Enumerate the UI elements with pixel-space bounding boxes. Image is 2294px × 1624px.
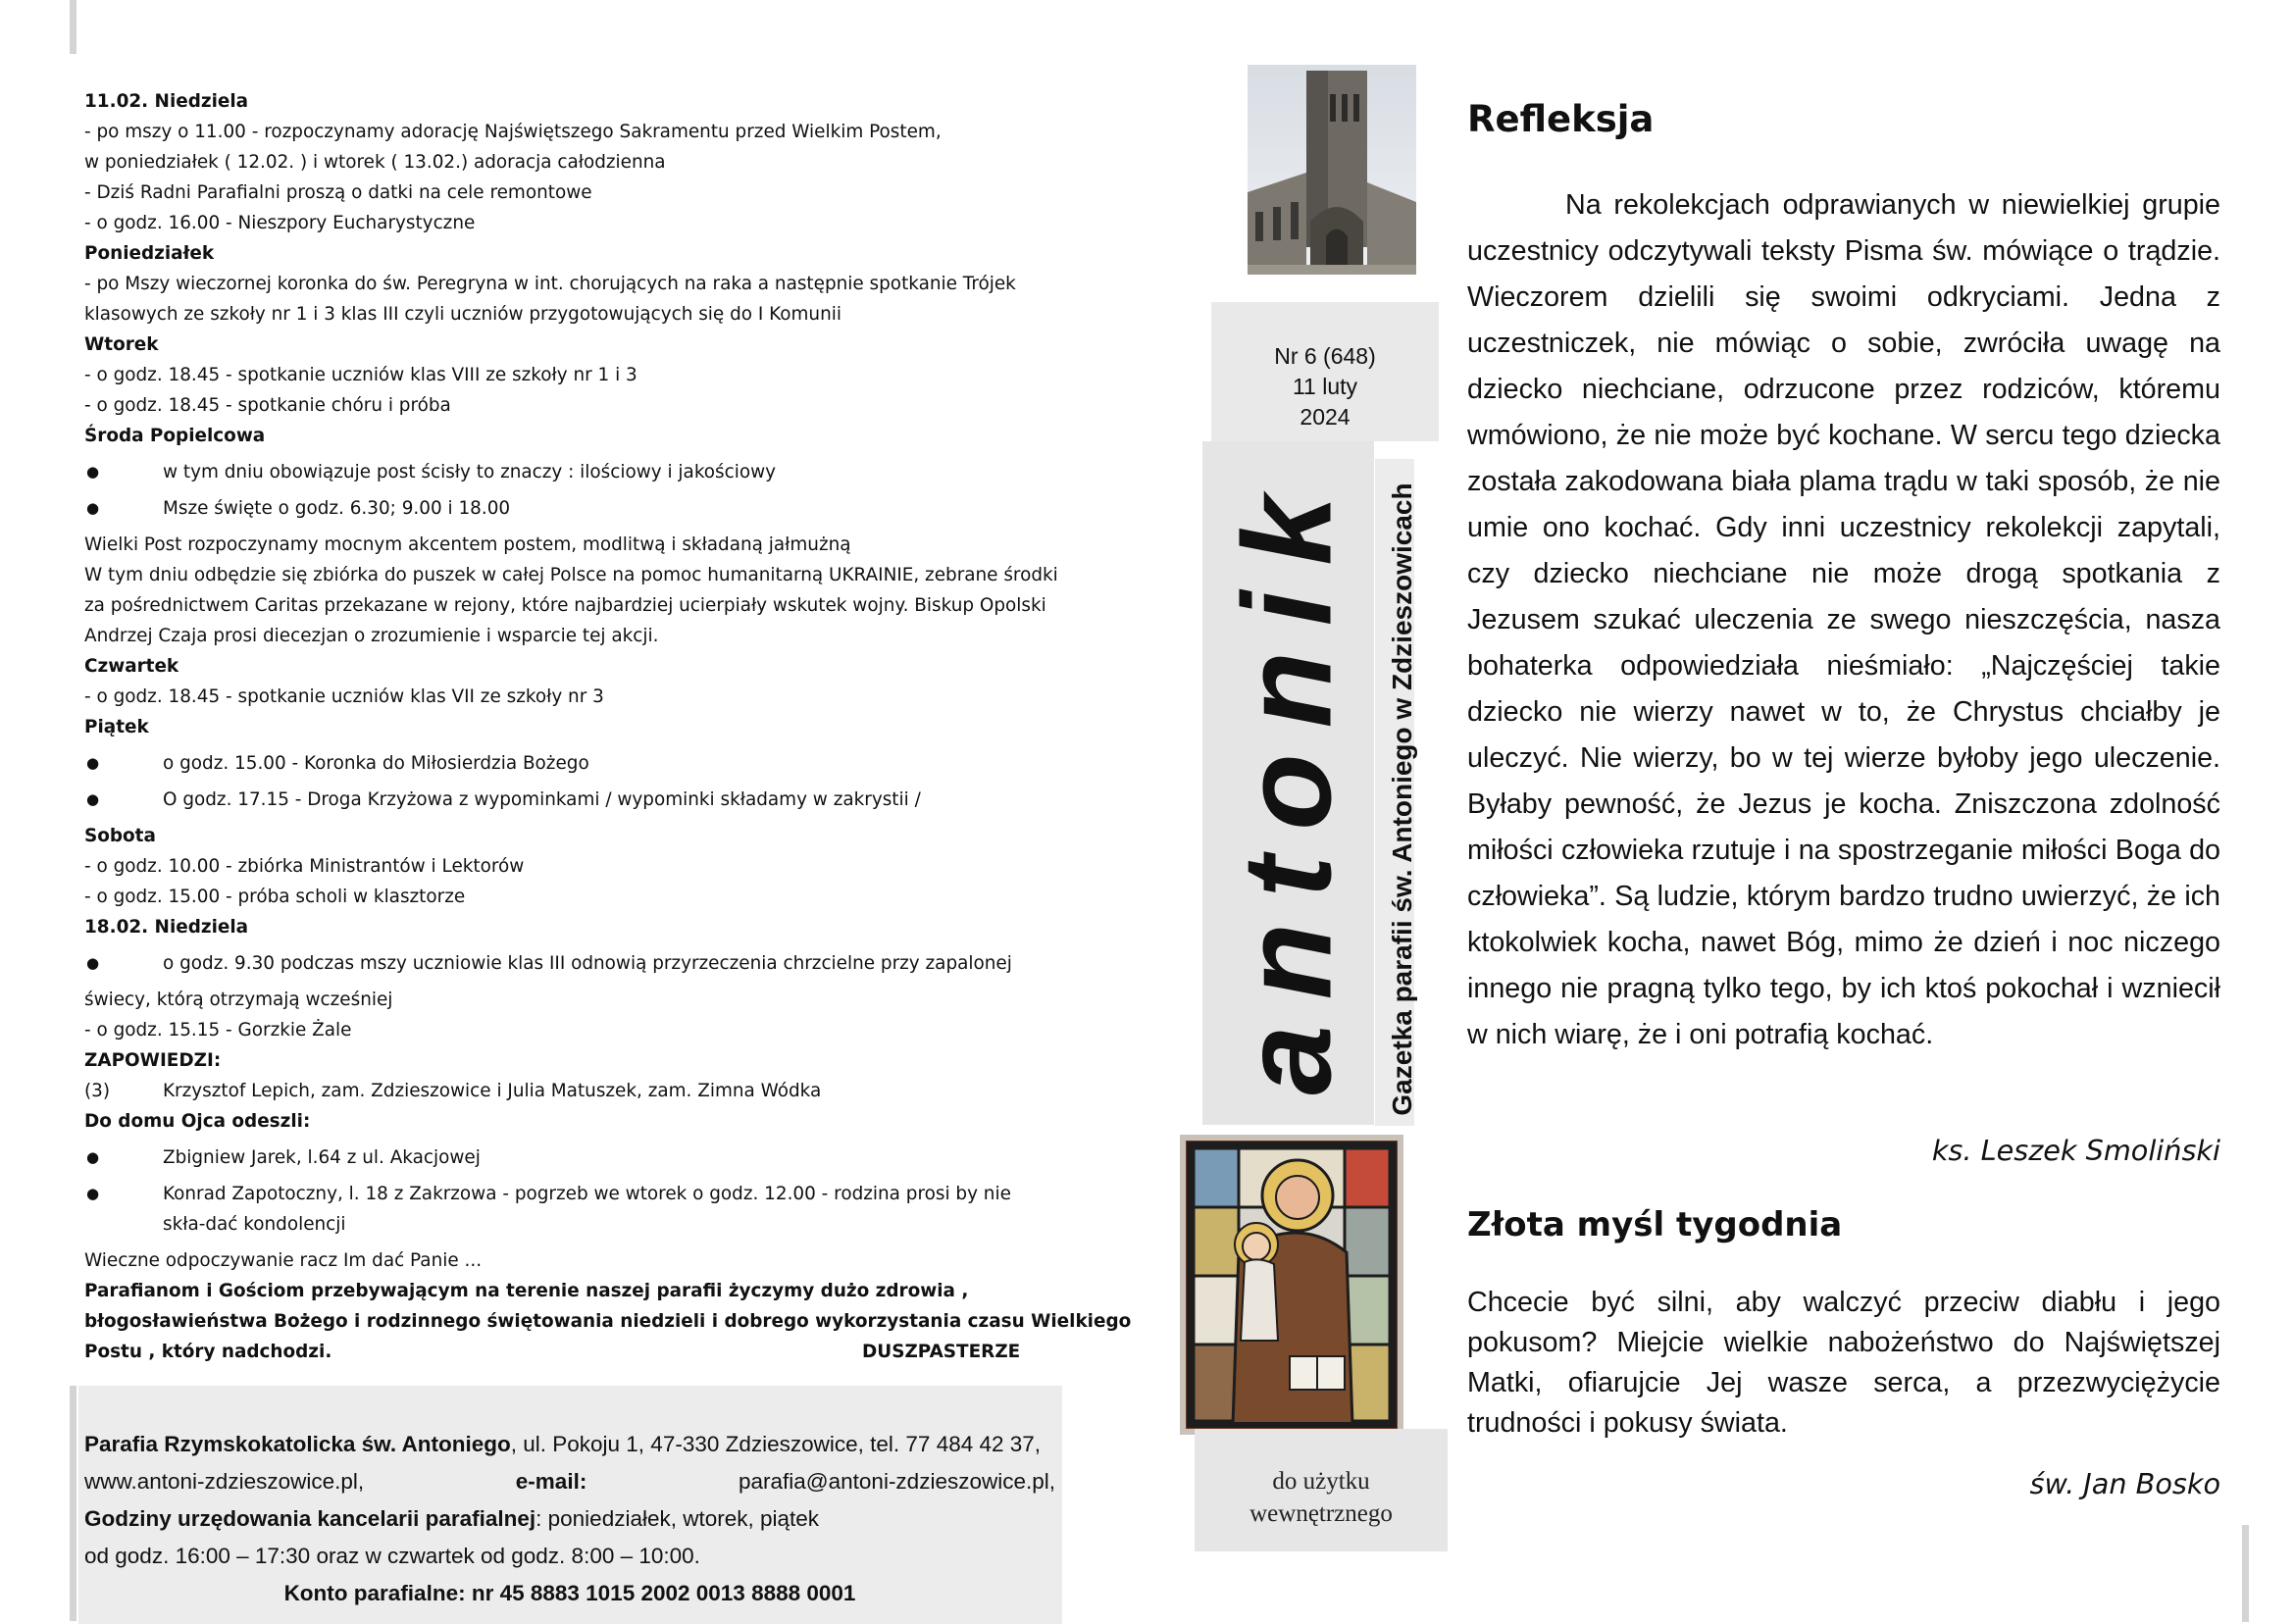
day-heading: Sobota — [84, 826, 156, 846]
day-heading: Do domu Ojca odeszli: — [84, 1111, 311, 1132]
day-heading: 18.02. Niedziela — [84, 917, 249, 938]
bullet-item: ● Konrad Zapotoczny, l. 18 z Zakrzowa - pogrzeb we wtorek o godz. 12.00 - rodzina prosi by nie skła-dać kondolencji — [84, 1179, 1055, 1240]
office-hours-days: : poniedziałek, wtorek, piątek — [535, 1506, 820, 1531]
reflection-title: Refleksja — [1467, 98, 1655, 140]
bullet-item: ● w tym dniu obowiązuje post ścisły to znaczy : ilościowy i jakościowy — [84, 457, 1055, 487]
announcement-line: w poniedziałek ( 12.02. ) i wtorek ( 13.02.) adoracja całodzienna — [84, 152, 666, 173]
left-margin-bar — [70, 0, 76, 54]
announcement-line: Andrzej Czaja prosi diecezjan o zrozumienie i wsparcie tej akcji. — [84, 626, 659, 646]
bullet-item: ● O godz. 17.15 - Droga Krzyżowa z wypominkami / wypominki składamy w zakrystii / — [84, 785, 1055, 815]
masthead-title: antonik — [1217, 470, 1358, 1095]
announcement-line: Wieczne odpoczywanie racz Im dać Panie ... — [84, 1250, 483, 1271]
thought-author: św. Jan Bosko — [2029, 1467, 2220, 1500]
issue-date-year: 2024 — [1300, 404, 1351, 430]
announcement-line: - po mszy o 11.00 - rozpoczynamy adorację Najświętszego Sakramentu przed Wielkim Postem, — [84, 122, 942, 142]
announcement-line: - o godz. 18.45 - spotkanie uczniów klas VII ze szkoły nr 3 — [84, 686, 604, 707]
day-heading: Poniedziałek — [84, 243, 215, 264]
issue-date-day: 11 luty — [1292, 374, 1358, 399]
announcements — [84, 86, 1132, 1367]
parish-contact-box — [78, 1386, 1062, 1624]
office-hours-label: Godziny urzędowania kancelarii parafialnej — [84, 1506, 536, 1531]
internal-use-line2: wewnętrznego — [1249, 1500, 1393, 1527]
announcement-line: Wielki Post rozpoczynamy mocnym akcentem postem, modlitwą i składaną jałmużną — [84, 534, 851, 555]
closing-wish-line — [84, 1337, 1055, 1367]
parish-name: Parafia Rzymskokatolicka św. Antoniego — [84, 1432, 511, 1456]
announcement-line: - o godz. 18.45 - spotkanie uczniów klas VIII ze szkoły nr 1 i 3 — [84, 365, 637, 385]
announcement-line: - o godz. 15.15 - Gorzkie Żale — [84, 1020, 352, 1040]
banns-number: (3) — [84, 1081, 111, 1101]
signature-pastors: DUSZPASTERZE — [862, 1342, 1021, 1362]
saint-anthony-stained-glass — [1180, 1135, 1403, 1435]
closing-wish-text: Postu , który nadchodzi. — [84, 1342, 332, 1362]
bullet-item: ● o godz. 9.30 podczas mszy uczniowie klas III odnowią przyrzeczenia chrzcielne przy zapalonej — [84, 948, 1055, 979]
parish-address: , ul. Pokoju 1, 47-330 Zdzieszowice, tel. 77 484 42 37, — [510, 1432, 1042, 1456]
banns-item — [84, 1076, 1055, 1106]
issue-info — [1211, 302, 1439, 441]
announcement-line: - po Mszy wieczornej koronka do św. Peregryna w int. chorujących na raka a następnie spotkanie Trójek — [84, 274, 1016, 294]
announcement-line: - o godz. 16.00 - Nieszpory Eucharystyczne — [84, 213, 476, 233]
bullet-item: ● Msze święte o godz. 6.30; 9.00 i 18.00 — [84, 493, 1055, 524]
masthead-subtitle: Gazetka parafii św. Antoniego w Zdzieszowicach — [1387, 482, 1417, 1116]
parish-website[interactable]: www.antoni-zdzieszowice.pl, — [84, 1469, 365, 1494]
bullet-item: ● Zbigniew Jarek, l.64 z ul. Akacjowej — [84, 1142, 1055, 1173]
announcement-line: - Dziś Radni Parafialni proszą o datki na cele remontowe — [84, 182, 592, 203]
announcement-line: W tym dniu odbędzie się zbiórka do puszek w całej Polsce na pomoc humanitarną UKRAINIE, zebrane środki — [84, 565, 1058, 585]
day-heading: Czwartek — [84, 656, 179, 677]
parish-email[interactable]: parafia@antoni-zdzieszowice.pl, — [739, 1469, 1055, 1494]
internal-use-note — [1195, 1429, 1448, 1551]
closing-wish-line: Parafianom i Gościom przebywającym na terenie naszej parafii życzymy dużo zdrowia , — [84, 1281, 969, 1301]
email-label: e-mail: — [515, 1469, 587, 1494]
reflection-body: Na rekolekcjach odprawianych w niewielkiej grupie uczestnicy odczytywali teksty Pisma św. mówiące o trądzie. Wieczorem dzielili się swoimi odkryciami. Jedna z uczestniczek, nie mówiąc o sobie, zwróciła uwagę na dziecko niechciane, odrzucone przez rodziców, któremu wmówiono, że nie może być kochane. W sercu tego dziecka została zakodowana biała plama trądu w taki sposób, że nie umie ono kochać. Gdy inni uczestnicy rekolekcji zapytali, czy dziecko niechciane nie może drogą spotkania z Jezusem szukać uleczenia ze swego nieszczęścia, nasza bohaterka odpowiedziała nieśmiało: „Najczęściej takie dziecko nie wierzy nawet w to, że Chrystus chciałby je uleczyć. Nie wierzy, bo w tej wierze byłoby jego uleczenie. Byłaby pewność, że Jezus je kocha. Zniszczona zdolność miłości człowieka rzutuje i na spostrzeganie miłości Boga do człowieka”. Są ludzie, którym bardzo trudno uwierzyć, że ich ktokolwiek kocha, nawet Bóg, mimo że dzień i noc niczego innego nie pragną tylko tego, by ich ktoś pokochał i wzniecił w nich wiarę, że i oni potrafią kochać. — [1467, 189, 2220, 1050]
announcement-line: - o godz. 18.45 - spotkanie chóru i próba — [84, 395, 451, 416]
internal-use-line1: do użytku — [1272, 1468, 1370, 1495]
bank-account: Konto parafialne: nr 45 8883 1015 2002 0013 8888 0001 — [283, 1581, 856, 1605]
day-heading: ZAPOWIEDZI: — [84, 1050, 222, 1071]
announcement-line: - o godz. 10.00 - zbiórka Ministrantów i Lektorów — [84, 856, 525, 877]
banns-text: Krzysztof Lepich, zam. Zdzieszowice i Julia Matuszek, zam. Zimna Wódka — [163, 1081, 822, 1101]
issue-number: Nr 6 (648) — [1274, 343, 1376, 369]
closing-wish-line: błogosławieństwa Bożego i rodzinnego świętowania niedzieli i dobrego wykorzystania czasu Wielkiego — [84, 1311, 1132, 1332]
church-photo — [1248, 65, 1416, 275]
day-heading: Środa Popielcowa — [84, 426, 266, 446]
thought-body: Chcecie być silni, aby walczyć przeciw diabłu i jego pokusom? Miejcie wielkie nabożeństwo do Najświętszej Matki, ofiarujcie Jej wasze serca, a przezwyciężycie trudności i pokusy świata. — [1467, 1287, 2220, 1439]
office-hours-times: od godz. 16:00 – 17:30 oraz w czwartek od godz. 8:00 – 10:00. — [84, 1544, 700, 1568]
right-margin-bar — [2242, 1525, 2249, 1622]
reflection-author: ks. Leszek Smoliński — [1931, 1134, 2220, 1167]
announcement-line: klasowych ze szkoły nr 1 i 3 klas III czyli uczniów przygotowujących się do I Komunii — [84, 304, 841, 325]
day-heading: 11.02. Niedziela — [84, 91, 249, 112]
left-margin-bar-bottom — [70, 1386, 76, 1621]
announcement-line: świecy, którą otrzymają wcześniej — [84, 990, 393, 1010]
thought-title: Złota myśl tygodnia — [1467, 1205, 1843, 1244]
bullet-item: ● o godz. 15.00 - Koronka do Miłosierdzia Bożego — [84, 748, 1055, 779]
day-heading: Wtorek — [84, 334, 159, 355]
day-heading: Piątek — [84, 717, 149, 737]
announcement-line: - o godz. 15.00 - próba scholi w klasztorze — [84, 887, 466, 907]
announcement-line: za pośrednictwem Caritas przekazane w rejony, które najbardziej ucierpiały wskutek wojny. Biskup Opolski — [84, 595, 1046, 616]
